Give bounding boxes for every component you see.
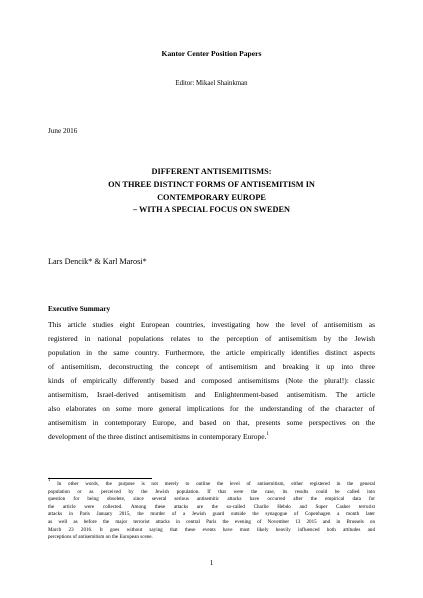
editor-line: Editor: Mikael Shainkman xyxy=(175,80,248,87)
footnote xyxy=(48,478,375,542)
title-line: CONTEMPORARY EUROPE xyxy=(157,192,266,202)
footnote-separator xyxy=(48,478,152,479)
footnote-line: attacks in Paris January 2015, the murder of a Jewish guard outside the synagogue of Copenhagen a month later xyxy=(48,511,375,518)
footnote-line-text: In other words, the purpose is not merely to outline the level of antisemitism, either registered in the general xyxy=(57,481,375,487)
summary-paragraph xyxy=(48,318,375,444)
footnote-line: March 23 2016. It goes without saying that these events have most likely heavily influenced both attitudes and xyxy=(48,526,375,533)
paragraph-line-last xyxy=(48,430,375,444)
authors: Lars Dencik* & Karl Marosi* xyxy=(48,257,147,266)
footnote-line: the article were collected. Among these attacks are the so-called Charlie Hebdo and Super Casher terrorist xyxy=(48,503,375,510)
paper-title xyxy=(40,166,383,217)
paragraph-line: also elaborates on some more general implications for the understanding of the character of xyxy=(48,404,375,414)
footnote-reference[interactable]: 1 xyxy=(266,432,269,438)
paragraph-line: population in the same country. Furthermore, the article empirically identifies distinct aspects xyxy=(48,348,375,358)
title-line: ON THREE DISTINCT FORMS OF ANTISEMITISM IN xyxy=(108,179,315,189)
paragraph-line: antisemitism in contemporary Europe, and based on that, presents some perspectives on the xyxy=(48,418,375,428)
series-title: Kantor Center Position Papers xyxy=(161,49,262,58)
paragraph-line-text: development of the three distinct antisemitisms in contemporary Europe. xyxy=(48,432,267,442)
paragraph-line: kinds of empirically differently based and composed antisemitisms (Note the plural!): classic xyxy=(48,376,375,386)
paragraph-line: This article studies eight European countries, investigating how the level of antisemitism as xyxy=(48,320,375,329)
title-line: – WITH A SPECIAL FOCUS ON SWEDEN xyxy=(132,205,291,215)
paragraph-line: registered in national populations relates to the perception of antisemitism by the Jewish xyxy=(48,334,375,344)
paragraph-line: antisemitism, Israel-derived antisemitism and Enlightenment-based antisemitism. The article xyxy=(48,390,375,400)
title-line: DIFFERENT ANTISEMITISMS: xyxy=(151,167,272,176)
footnote-line xyxy=(48,478,375,489)
publication-date: June 2016 xyxy=(48,127,78,135)
footnote-marker: 1 xyxy=(48,478,51,483)
page-number: 1 xyxy=(209,559,214,567)
footnote-line: perceptions of antisemitism on the European scene. xyxy=(48,534,153,541)
paragraph-line: of antisemitism, deconstructing the concept of antisemitism and breaking it up into three xyxy=(48,362,375,372)
footnote-line: population or as perceived by the Jewish population. If that were the case, its results could be called into xyxy=(48,488,375,495)
section-heading: Executive Summary xyxy=(48,305,111,313)
footnote-line: as well as before the major terrorist attacks in central Paris the evening of November 13 2015 and in Brussels on xyxy=(48,518,375,525)
footnote-line: question for being obsolete, since several serious antisemitic attacks have occurred after the empirical data for xyxy=(48,496,375,503)
